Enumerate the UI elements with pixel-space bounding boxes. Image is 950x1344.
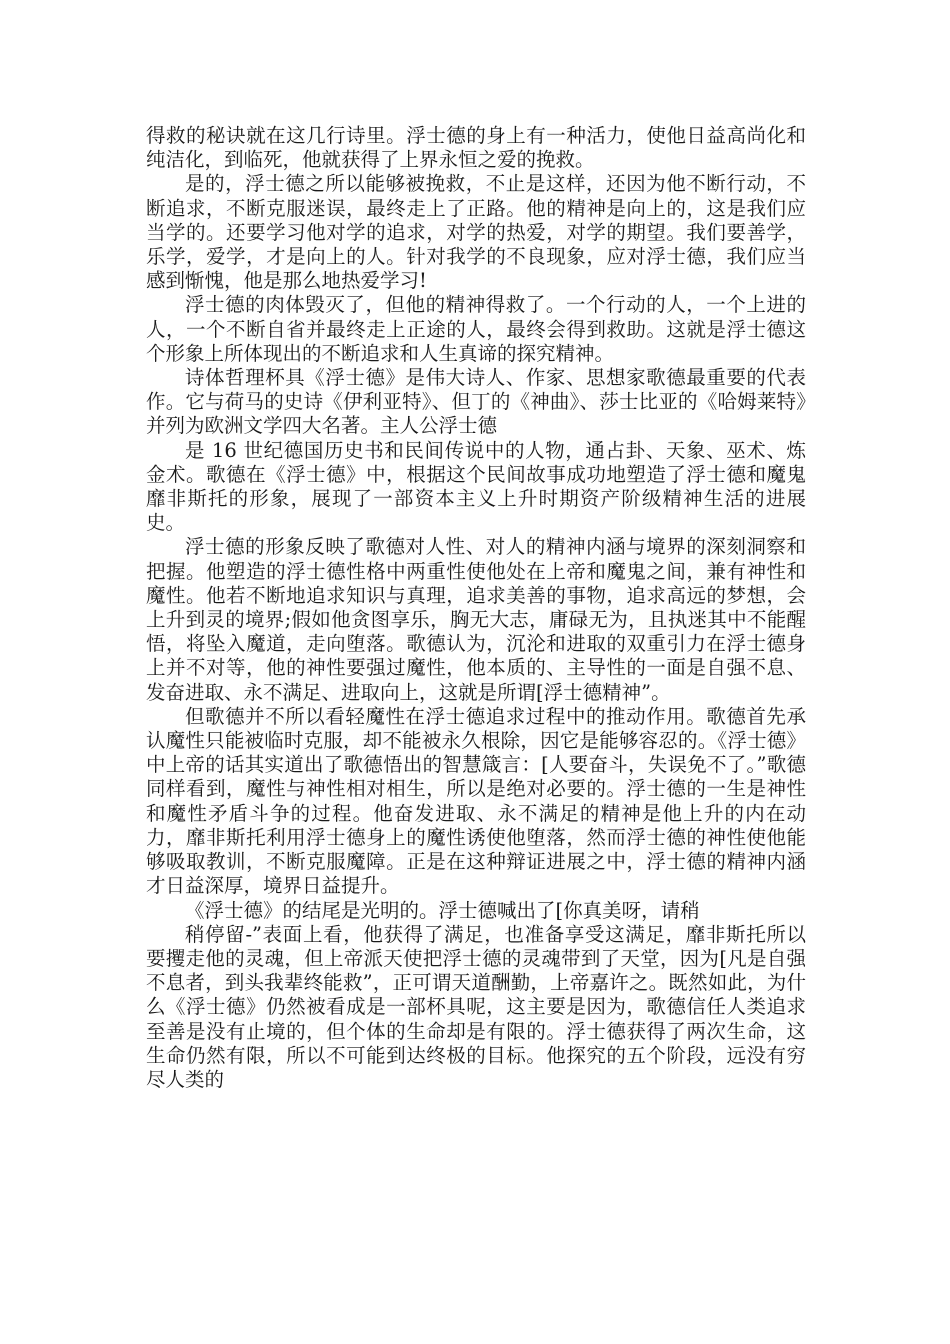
paragraph-1: 得救的秘诀就在这几行诗里。浮士德的身上有一种活力，使他日益高尚化和纯洁化，到临死，他就获得了上界永恒之爱的挽救。	[146, 124, 806, 172]
paragraph-5: 是 16 世纪德国历史书和民间传说中的人物，通占卦、天象、巫术、炼金术。歌德在《浮士德》中，根据这个民间故事成功地塑造了浮士德和魔鬼靡非斯托的形象，展现了一部资本主义上升时期资产阶级精神生活的进展史。	[146, 438, 806, 535]
paragraph-6: 浮士德的形象反映了歌德对人性、对人的精神内涵与境界的深刻洞察和把握。他塑造的浮士德性格中两重性使他处在上帝和魔鬼之间，兼有神性和魔性。他若不断地追求知识与真理，追求美善的事物，追求高远的梦想，会上升到灵的境界;假如他贪图享乐，胸无大志，庸碌无为，且执迷其中不能醒悟，将坠入魔道，走向堕落。歌德认为，沉沦和进取的双重引力在浮士德身上并不对等，他的神性要强过魔性，他本质的、主导性的一面是自强不息、发奋进取、永不满足、进取向上，这就是所谓[浮士德精神”。	[146, 535, 806, 704]
paragraph-7: 但歌德并不所以看轻魔性在浮士德追求过程中的推动作用。歌德首先承认魔性只能被临时克服，却不能被永久根除，因它是能够容忍的。《浮士德》中上帝的话其实道出了歌德悟出的智慧箴言：[人要奋斗，失误免不了。”歌德同样看到，魔性与神性相对相生，所以是绝对必要的。浮士德的一生是神性和魔性矛盾斗争的过程。他奋发进取、永不满足的精神是他上升的内在动力，靡非斯托利用浮士德身上的魔性诱使他堕落，然而浮士德的神性使他能够吸取教训，不断克服魔障。正是在这种辩证进展之中，浮士德的精神内涵才日益深厚，境界日益提升。	[146, 704, 806, 898]
paragraph-9: 稍停留-”表面上看，他获得了满足，也准备享受这满足，靡非斯托所以要攫走他的灵魂，但上帝派天使把浮士德的灵魂带到了天堂，因为[凡是自强不息者，到头我辈终能救”，正可谓天道酬勤，上帝嘉许之。既然如此，为什么《浮士德》仍然被看成是一部杯具呢，这主要是因为，歌德信任人类追求至善是没有止境的，但个体的生命却是有限的。浮士德获得了两次生命，这生命仍然有限，所以不可能到达终极的目标。他探究的五个阶段，远没有穷尽人类的	[146, 922, 806, 1091]
paragraph-2: 是的，浮士德之所以能够被挽救，不止是这样，还因为他不断行动，不断追求，不断克服迷误，最终走上了正路。他的精神是向上的，这是我们应当学的。还要学习他对学的追求，对学的热爱，对学的期望。我们要善学，乐学，爱学，才是向上的人。针对我学的不良现象，应对浮士德，我们应当感到惭愧，他是那么地热爱学习!	[146, 172, 806, 293]
paragraph-3: 浮士德的肉体毁灭了，但他的精神得救了。一个行动的人，一个上进的人，一个不断自省并最终走上正途的人，最终会得到救助。这就是浮士德这个形象上所体现出的不断追求和人生真谛的探究精神。	[146, 293, 806, 365]
paragraph-8: 《浮士德》的结尾是光明的。浮士德喊出了[你真美呀，请稍	[185, 898, 700, 922]
document-body	[146, 124, 806, 1092]
paragraph-4: 诗体哲理杯具《浮士德》是伟大诗人、作家、思想家歌德最重要的代表作。它与荷马的史诗《伊利亚特》、但丁的《神曲》、莎士比亚的《哈姆莱特》并列为欧洲文学四大名著。主人公浮士德	[146, 366, 806, 438]
